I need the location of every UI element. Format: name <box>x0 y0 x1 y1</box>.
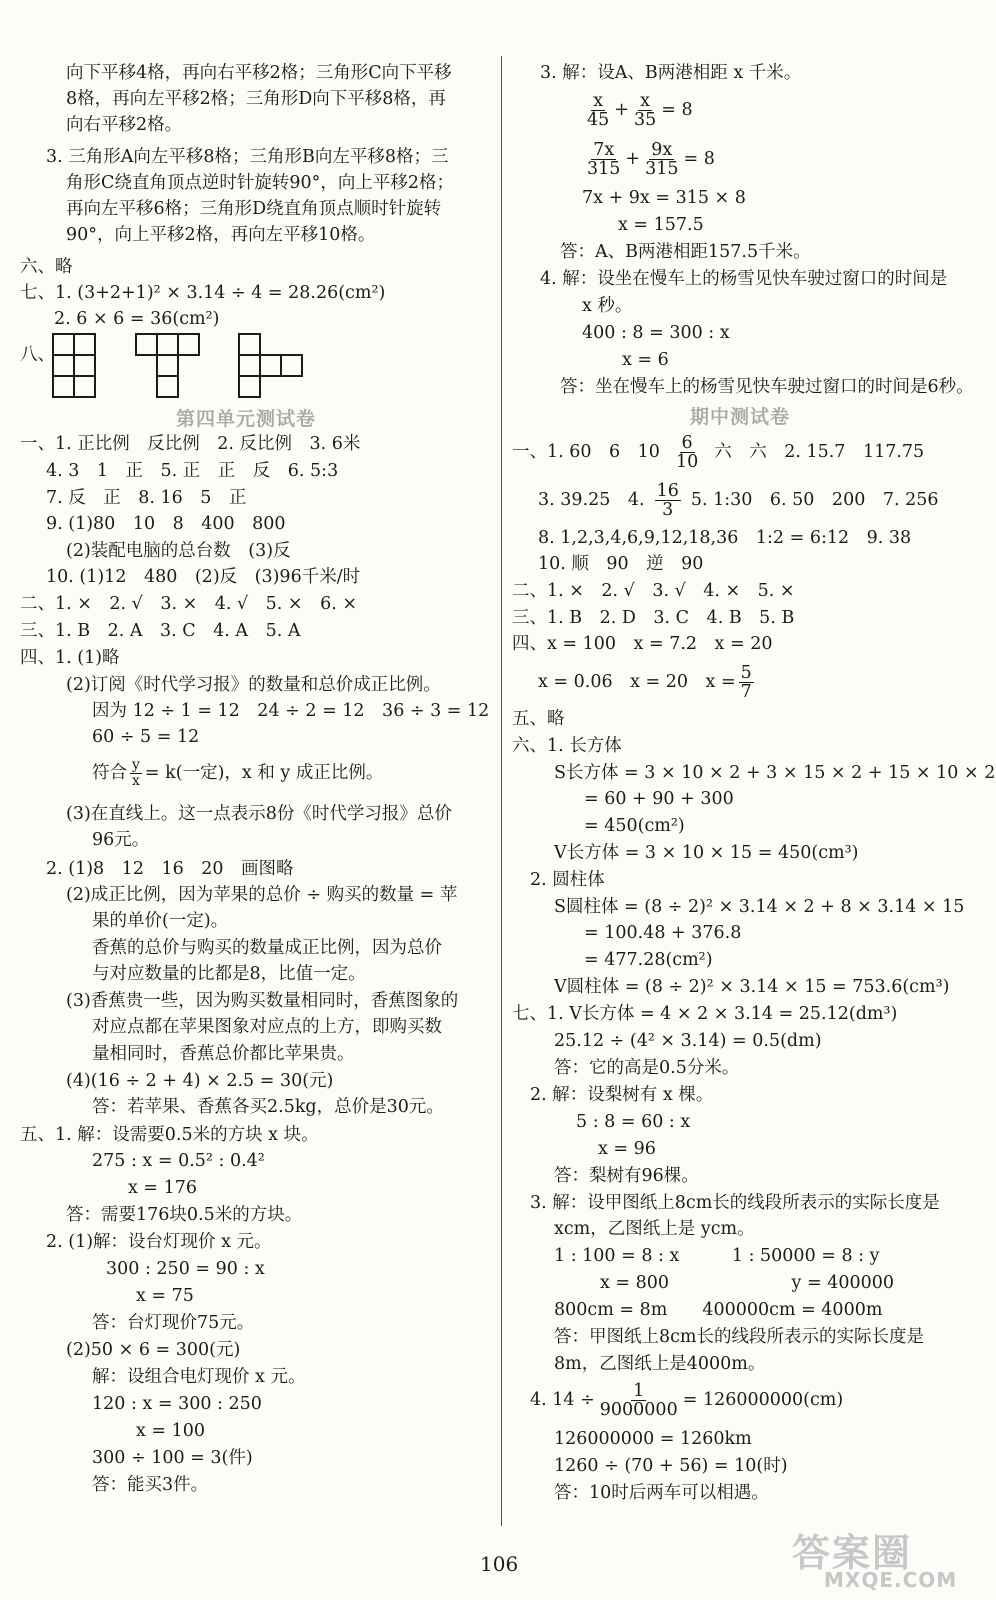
text-line: x = 157.5 <box>618 215 704 235</box>
watermark-url: MXQE.COM <box>824 1568 958 1592</box>
text-line: 3. 三角形A向左平移8格；三角形B向左平移8格；三 <box>46 147 449 167</box>
text-line: 8. 1,2,3,4,6,9,12,18,36 1:2 = 6:12 9. 38 <box>538 528 912 548</box>
text-line: 126000000 = 1260km <box>554 1429 752 1449</box>
text-line: 2. 圆柱体 <box>530 870 605 890</box>
fraction <box>643 141 680 178</box>
formula-line <box>582 88 693 132</box>
page-number: 106 <box>480 1552 519 1576</box>
text-line: x = 100 <box>136 1421 206 1441</box>
formula-line <box>582 137 715 181</box>
text-line: 七、1. (3+2+1)² × 3.14 ÷ 4 = 28.26(cm²) <box>20 283 386 303</box>
section-title: 第四单元测试卷 <box>176 408 317 430</box>
text-line: 香蕉的总价与购买的数量成正比例，因为总价 <box>92 938 442 958</box>
text-line: 4. 解：设坐在慢车上的杨雪见快车驶过窗口的时间是 <box>540 269 948 289</box>
numerator: 5 <box>740 662 752 683</box>
text-fragment: = 8 <box>661 100 693 120</box>
text-line: 七、1. V长方体 = 4 × 2 × 3.14 = 25.12(dm³) <box>512 1004 898 1024</box>
net-figure-2 <box>135 333 201 397</box>
section-title: 期中测试卷 <box>690 406 791 428</box>
text-line: 300 : 250 = 90 : x <box>106 1259 265 1279</box>
text-line: 答：台灯现价75元。 <box>92 1313 255 1333</box>
net-figure-1 <box>52 333 96 397</box>
text-line: (2)成正比例，因为苹果的总价 ÷ 购买的数量 = 苹 <box>66 885 458 905</box>
denominator: 10 <box>675 451 699 472</box>
text-line: 2. 解：设梨树有 x 棵。 <box>530 1085 714 1105</box>
formula-line <box>512 430 924 474</box>
text-fragment: 4. 14 ÷ <box>530 1390 595 1410</box>
text-line: S圆柱体 = (8 ÷ 2)² × 3.14 × 2 + 8 × 3.14 × 15 <box>554 897 965 917</box>
text-fragment: 3. 39.25 4. <box>538 490 645 510</box>
fraction <box>632 92 658 129</box>
text-line: 量相同时，香蕉总价都比苹果贵。 <box>92 1044 355 1064</box>
text-line: 果的单价(一定)。 <box>92 911 229 931</box>
text-line: (2)订阅《时代学习报》的数量和总价成正比例。 <box>66 675 441 695</box>
denominator: 315 <box>645 158 679 179</box>
text-line: 10. (1)12 480 (2)反 (3)96千米/时 <box>46 567 361 587</box>
text-line: 8m，乙图纸上是4000m。 <box>554 1354 766 1374</box>
fraction <box>739 664 754 701</box>
watermark-text: 答案圈 <box>792 1530 913 1575</box>
text-line: 对应点都在苹果图象对应点的上方，即购买数 <box>92 1017 442 1037</box>
text-fragment: + <box>614 100 629 120</box>
text-line: 9. (1)80 10 8 400 800 <box>46 514 286 534</box>
text-line: 五、略 <box>512 709 565 729</box>
text-line: 答：能买3件。 <box>92 1475 209 1495</box>
text-line: 2. (1)解：设台灯现价 x 元。 <box>46 1232 272 1252</box>
text-line: 解：设组合电灯现价 x 元。 <box>92 1367 306 1387</box>
watermark-logo <box>784 1522 980 1592</box>
text-line: 2. 6 × 6 = 36(cm²) <box>54 309 220 329</box>
text-fragment: 六 六 2. 15.7 117.75 <box>714 442 925 462</box>
fraction <box>585 92 611 129</box>
numerator: 6 <box>681 432 693 453</box>
text-line: 答：甲图纸上8cm长的线段所表示的实际长度是 <box>554 1327 925 1347</box>
text-line: = 477.28(cm²) <box>584 950 713 970</box>
denominator: x <box>132 772 140 789</box>
formula-line <box>530 1378 843 1422</box>
text-line: 120 : x = 300 : 250 <box>92 1394 262 1414</box>
text-line: 因为 12 ÷ 1 = 12 24 ÷ 2 = 12 36 ÷ 3 = 12 <box>92 701 490 721</box>
fraction <box>598 1382 680 1419</box>
text-fragment: 符合 <box>92 763 127 783</box>
text-line: 答：若苹果、香蕉各买2.5kg，总价是30元。 <box>92 1097 444 1117</box>
text-line: x = 6 <box>622 350 669 370</box>
text-line: (2)装配电脑的总台数 (3)反 <box>66 541 291 561</box>
text-line: 1260 ÷ (70 + 56) = 10(时) <box>554 1456 788 1476</box>
fraction <box>655 482 681 519</box>
numerator: 7x <box>593 139 615 160</box>
text-line: 答：A、B两港相距157.5千米。 <box>560 242 811 262</box>
text-line: 7x + 9x = 315 × 8 <box>582 188 746 208</box>
fraction <box>585 141 622 178</box>
text-line: (3)在直线上。这一点表示8份《时代学习报》总价 <box>66 804 452 824</box>
denominator: 9000000 <box>599 1399 678 1420</box>
formula-line <box>538 478 939 522</box>
text-line: 1 : 100 = 8 : x 1 : 50000 = 8 : y <box>554 1246 880 1266</box>
text-line: 800cm = 8m 400000cm = 4000m <box>554 1300 883 1320</box>
text-line: = 60 + 90 + 300 <box>584 789 734 809</box>
text-fragment: = 8 <box>683 149 715 169</box>
text-fragment: x = 0.06 x = 20 x = <box>538 672 736 692</box>
text-line: 90°，向上平移2格，再向左平移10格。 <box>66 225 376 245</box>
denominator: 7 <box>740 681 752 702</box>
text-line: 向右平移2格。 <box>66 115 183 135</box>
text-line: 275 : x = 0.5² : 0.4² <box>92 1151 265 1171</box>
text-line: 三、1. B 2. D 3. C 4. B 5. B <box>512 608 795 628</box>
numerator: 9x <box>651 139 673 160</box>
text-fragment: + <box>625 149 641 169</box>
text-line: = 100.48 + 376.8 <box>584 923 742 943</box>
text-line: 25.12 ÷ (4² × 3.14) = 0.5(dm) <box>554 1031 822 1051</box>
text-line: 答：坐在慢车上的杨雪见快车驶过窗口的时间是6秒。 <box>560 377 974 397</box>
denominator: 45 <box>587 109 610 130</box>
column-divider <box>501 56 502 1526</box>
numerator: 16 <box>656 480 679 501</box>
text-line: x 秒。 <box>582 296 633 316</box>
text-line: 答：它的高是0.5分米。 <box>554 1058 740 1078</box>
text-line: (3)香蕉贵一些，因为购买数量相同时，香蕉图象的 <box>66 991 459 1011</box>
formula-line <box>538 660 757 704</box>
text-line: 与对应数量的比都是8，比值一定。 <box>92 964 366 984</box>
text-fragment: = k(一定)，x 和 y 成正比例。 <box>144 763 384 783</box>
text-line: 60 ÷ 5 = 12 <box>92 727 200 747</box>
text-line: 五、1. 解：设需要0.5米的方块 x 块。 <box>20 1125 319 1145</box>
section-heading: 八、 <box>20 345 55 365</box>
text-line: 300 ÷ 100 = 3(件) <box>92 1448 253 1468</box>
text-line: 8格，再向左平移2格；三角形D向下平移8格，再 <box>66 89 446 109</box>
text-line: 3. 解：设A、B两港相距 x 千米。 <box>540 63 802 83</box>
text-line: 7. 反 正 8. 16 5 正 <box>46 488 247 508</box>
text-line: (2)50 × 6 = 300(元) <box>66 1340 241 1360</box>
text-line: 96元。 <box>92 830 150 850</box>
text-line: 六、1. 长方体 <box>512 736 622 756</box>
text-line: x = 75 <box>136 1286 194 1306</box>
numerator: y <box>132 756 140 773</box>
text-line: 向下平移4格，再向右平移2格；三角形C向下平移 <box>66 63 452 83</box>
text-line: 一、1. 正比例 反比例 2. 反比例 3. 6米 <box>20 434 361 454</box>
numerator: 1 <box>633 1380 645 1401</box>
text-fragment: 一、1. 60 6 10 <box>512 442 660 462</box>
text-line: 2. (1)8 12 16 20 画图略 <box>46 859 294 879</box>
text-line: = 450(cm²) <box>584 816 685 836</box>
text-line: xcm，乙图纸上是 ycm。 <box>554 1219 755 1239</box>
text-line: 400 : 8 = 300 : x <box>582 323 730 343</box>
text-line: 3. 解：设甲图纸上8cm长的线段所表示的实际长度是 <box>530 1193 940 1213</box>
text-fragment: = 126000000(cm) <box>682 1390 844 1410</box>
text-line: 答：梨树有96棵。 <box>554 1166 699 1186</box>
text-line: S长方体 = 3 × 10 × 2 + 3 × 15 × 2 + 15 × 10 × 2 <box>554 763 996 783</box>
text-line: 答：需要176块0.5米的方块。 <box>66 1205 303 1225</box>
text-line: 二、1. × 2. √ 3. × 4. √ 5. × 6. × <box>20 594 358 614</box>
text-line: 四、1. (1)略 <box>20 648 120 668</box>
text-line: 角形C绕直角顶点逆时针旋转90°，向上平移2格； <box>66 173 455 193</box>
denominator: 315 <box>587 158 621 179</box>
text-line: V长方体 = 3 × 10 × 15 = 450(cm³) <box>554 843 859 863</box>
net-figure-3 <box>238 333 304 397</box>
text-line: 三、1. B 2. A 3. C 4. A 5. A <box>20 621 301 641</box>
formula-line <box>92 753 383 793</box>
text-line: 5 : 8 = 60 : x <box>576 1112 691 1132</box>
section-heading: 六、略 <box>20 257 73 277</box>
text-line: 4. 3 1 正 5. 正 正 反 6. 5:3 <box>46 461 339 481</box>
fraction <box>674 434 700 471</box>
denominator: 35 <box>633 109 657 130</box>
text-line: V圆柱体 = (8 ÷ 2)² × 3.14 × 15 = 753.6(cm³) <box>554 977 950 997</box>
text-line: 10. 顺 90 逆 90 <box>538 554 704 574</box>
text-line: x = 96 <box>598 1139 656 1159</box>
numerator: x <box>593 90 604 111</box>
denominator: 3 <box>662 499 674 520</box>
fraction <box>130 758 142 789</box>
text-line: 再向左平移6格；三角形D绕直角顶点顺时针旋转 <box>66 199 442 219</box>
text-line: (4)(16 ÷ 2 + 4) × 2.5 = 30(元) <box>66 1071 334 1091</box>
text-line: 答：10时后两车可以相遇。 <box>554 1483 769 1503</box>
numerator: x <box>640 90 651 111</box>
text-fragment: 5. 1:30 6. 50 200 7. 256 <box>690 490 939 510</box>
text-line: 四、x = 100 x = 7.2 x = 20 <box>512 634 773 654</box>
text-line: x = 176 <box>128 1178 198 1198</box>
text-line: x = 800 y = 400000 <box>600 1273 895 1293</box>
text-line: 二、1. × 2. √ 3. √ 4. × 5. × <box>512 581 795 601</box>
